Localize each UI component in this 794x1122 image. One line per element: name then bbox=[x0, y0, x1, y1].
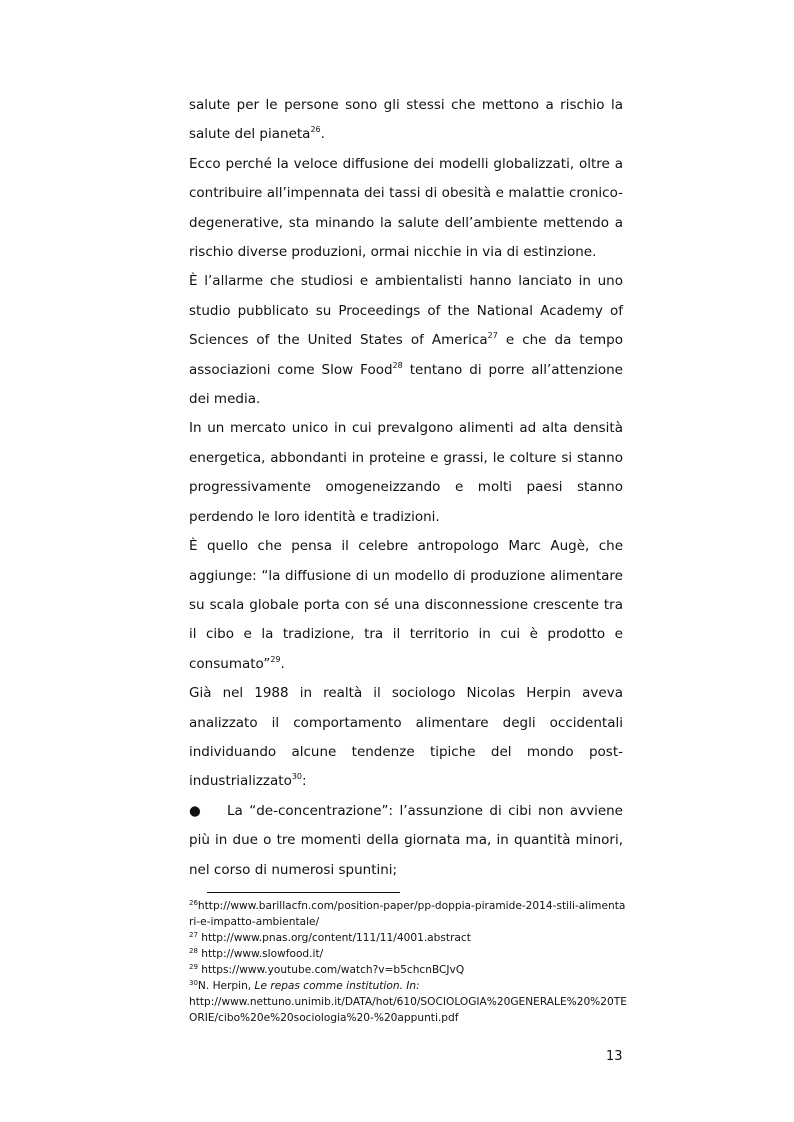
paragraph-6: Già nel 1988 in realtà il sociologo Nicolas Herpin aveva analizzato il comportamento alimentare degli occidentali individuando alcune tendenze tipiche del mondo post-industrializzato$^{30}$: bbox=[189, 685, 623, 790]
footnote-link[interactable]: http://www.nettuno.unimib.it/DATA/hot/610/SOCIOLOGIA%20GENERALE%20%20TEORIE/cibo%20e%20sociologia%20-%20appunti.pdf bbox=[189, 996, 627, 1024]
footnote-ref-29[interactable]: 29 bbox=[270, 654, 281, 664]
footnote-ref-30[interactable]: 30 bbox=[291, 772, 303, 782]
footnotes bbox=[189, 898, 629, 1026]
footnote-27: $^{27}$ http://www.pnas.org/content/111/11/4001.abstract bbox=[189, 931, 471, 944]
footnote-ref-26[interactable]: 26 bbox=[310, 125, 321, 135]
footnote-30: $^{30}$N. Herpin, Le repas comme institution. In: http://www.nettuno.unimib.it/DATA/hot/610/SOCIOLOGIA%20GENERALE%20%20TEORIE/cibo%20e%20sociologia%20-%20appunti.pdf bbox=[189, 979, 627, 1024]
paragraph-1: salute per le persone sono gli stessi che mettono a rischio la salute del pianeta$^{26}$. bbox=[189, 97, 623, 143]
footnote-link[interactable]: http://www.pnas.org/content/111/11/4001.abstract bbox=[197, 932, 471, 944]
footnote-link[interactable]: http://www.barillacfn.com/position-paper/pp-doppia-piramide-2014-stili-alimentari-e-impatto-ambientale/ bbox=[189, 900, 626, 928]
footnote-separator bbox=[207, 892, 400, 893]
bullet-text: La “de-concentrazione”: l’assunzione di cibi non avviene più in due o tre momenti della giornata ma, in quantità minori, nel corso di numerosi spuntini; bbox=[189, 802, 623, 878]
footnote-link[interactable]: http://www.slowfood.it/ bbox=[197, 948, 324, 960]
footnote-ref-28[interactable]: 28 bbox=[392, 360, 403, 370]
paragraph-3: È l’allarme che studiosi e ambientalisti hanno lanciato in uno studio pubblicato su Proceedings of the National Academy of Sciences of the United States of America$^{27}$ e che da tempo associazioni come Slow Food$^{28}$ tentano di porre all’attenzione dei media. bbox=[189, 273, 623, 408]
bullet-item bbox=[189, 797, 623, 885]
bullet-icon: ● bbox=[189, 802, 201, 819]
footnote-ref-27[interactable]: 27 bbox=[487, 331, 498, 341]
footnote-26: $^{26}$http://www.barillacfn.com/position-paper/pp-doppia-piramide-2014-stili-alimentari-e-impatto-ambientale/ bbox=[189, 899, 626, 928]
page-number: 13 bbox=[606, 1049, 623, 1064]
paragraph-5: È quello che pensa il celebre antropologo Marc Augè, che aggiunge: “la diffusione di un modello di produzione alimentare su scala globale porta con sé una disconnessione crescente tra il cibo e la tradizione, tra il territorio in cui è prodotto e consumato”$^{29}$. bbox=[189, 538, 623, 672]
footnote-link[interactable]: https://www.youtube.com/watch?v=b5chcnBCJvQ bbox=[197, 964, 465, 976]
body-text bbox=[189, 91, 623, 885]
footnote-28: $^{28}$ http://www.slowfood.it/ bbox=[189, 947, 324, 960]
paragraph-2: Ecco perché la veloce diffusione dei modelli globalizzati, oltre a contribuire all’impennata dei tassi di obesità e malattie cronico-degenerative, sta minando la salute dell’ambiente mettendo a rischio diverse produzioni, ormai nicchie in via di estinzione. bbox=[189, 155, 623, 261]
paragraph-4: In un mercato unico in cui prevalgono alimenti ad alta densità energetica, abbondanti in proteine e grassi, le colture si stanno progressivamente omogeneizzando e molti paesi stanno perdendo le loro identità e tradizioni. bbox=[189, 420, 623, 525]
footnote-29: $^{29}$ https://www.youtube.com/watch?v=b5chcnBCJvQ bbox=[189, 963, 465, 976]
